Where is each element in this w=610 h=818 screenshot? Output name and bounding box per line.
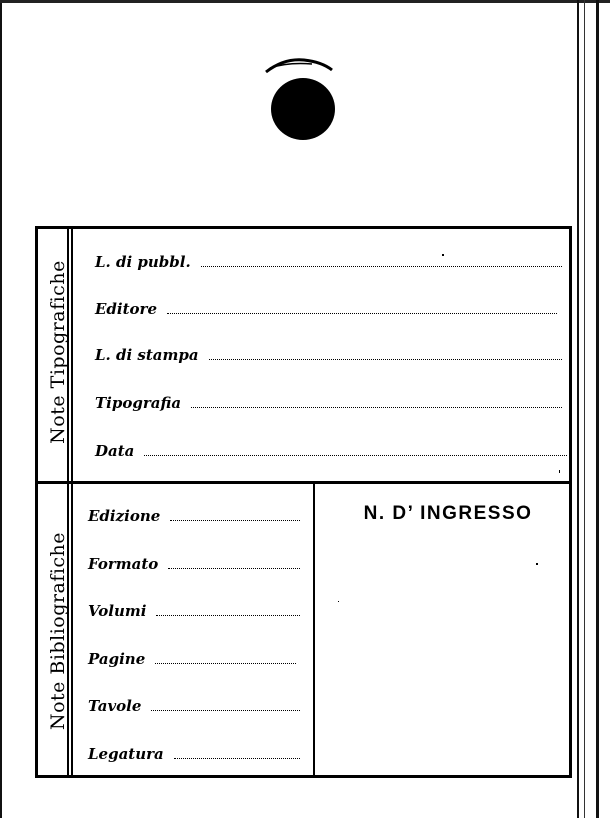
field-date[interactable] bbox=[95, 442, 567, 460]
card-right-edge bbox=[577, 0, 579, 818]
field-label: Tipografia bbox=[95, 394, 182, 412]
fill-line bbox=[170, 519, 300, 521]
typographic-notes-heading: Note Tipografiche bbox=[47, 260, 69, 444]
section-divider bbox=[38, 481, 572, 484]
fill-line bbox=[191, 406, 562, 408]
fill-line bbox=[144, 454, 567, 456]
fill-line bbox=[174, 757, 300, 759]
field-volumes[interactable] bbox=[88, 602, 300, 620]
field-binding[interactable] bbox=[88, 745, 300, 763]
fill-line bbox=[209, 358, 562, 360]
accession-number-label: N. D’ INGRESSO bbox=[363, 503, 533, 524]
card-right-edge-outer bbox=[596, 0, 599, 818]
field-label: Formato bbox=[88, 555, 159, 573]
fill-line bbox=[155, 662, 296, 664]
ink-speck bbox=[338, 601, 339, 602]
field-label: Edizione bbox=[88, 507, 161, 525]
field-pages[interactable] bbox=[88, 650, 296, 668]
fill-line bbox=[201, 265, 562, 267]
fill-line bbox=[156, 614, 300, 616]
field-label: L. di stampa bbox=[95, 346, 199, 364]
field-label: Data bbox=[95, 442, 135, 460]
ink-speck bbox=[536, 563, 538, 565]
ink-speck bbox=[442, 254, 444, 256]
field-plates[interactable] bbox=[88, 697, 300, 715]
field-label: Legatura bbox=[88, 745, 164, 763]
ink-speck bbox=[559, 470, 560, 473]
card-top-edge bbox=[0, 0, 610, 3]
fill-line bbox=[151, 709, 300, 711]
card-right-edge-inner bbox=[584, 0, 585, 818]
field-printing-house[interactable] bbox=[95, 394, 562, 412]
hole-rim bbox=[264, 56, 334, 76]
field-edition[interactable] bbox=[88, 507, 300, 525]
field-label: Volumi bbox=[88, 602, 147, 620]
fill-line bbox=[167, 312, 557, 314]
field-format[interactable] bbox=[88, 555, 300, 573]
fill-line bbox=[168, 567, 300, 569]
field-label: Pagine bbox=[88, 650, 146, 668]
field-label: Editore bbox=[95, 300, 157, 318]
field-label: Tavole bbox=[88, 697, 142, 715]
accession-column-rule bbox=[313, 484, 315, 775]
field-label: L. di pubbl. bbox=[95, 253, 191, 271]
bibliographic-notes-heading: Note Bibliografiche bbox=[47, 531, 69, 731]
punch-hole bbox=[271, 78, 335, 140]
field-place-of-printing[interactable] bbox=[95, 346, 562, 364]
field-publisher[interactable] bbox=[95, 300, 557, 318]
card-left-edge bbox=[0, 0, 2, 818]
field-place-of-publication[interactable] bbox=[95, 253, 562, 271]
